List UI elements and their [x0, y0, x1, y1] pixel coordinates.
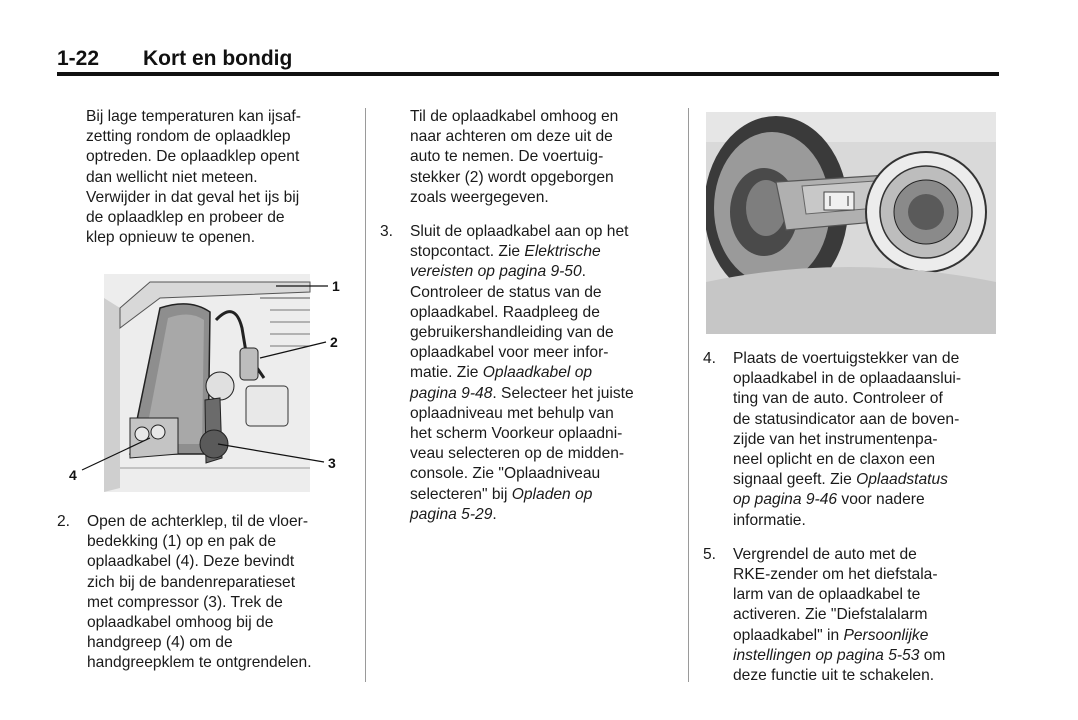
text-line: oplaadkabel (4). Deze bevindt — [87, 553, 295, 571]
text-line: selecteren" bij Opladen op — [410, 485, 593, 503]
text-line: handgreep (4) om de — [87, 634, 233, 652]
text-line: larm van de oplaadkabel te — [733, 586, 921, 604]
text-line: informatie. — [733, 511, 806, 529]
text-line: veau selecteren op de midden- — [410, 445, 625, 463]
page-title: Kort en bondig — [143, 47, 293, 70]
text-line: met compressor (3). Trek de — [87, 593, 283, 611]
column-divider — [688, 108, 689, 682]
text-line: zetting rondom de oplaadklep — [86, 128, 291, 146]
text-line: Verwijder in dat geval het ijs bij — [86, 188, 300, 206]
text-line: stekker (2) wordt opgeborgen — [410, 168, 614, 186]
text-line: zijde van het instrumentenpa- — [733, 430, 938, 448]
text-line: dan wellicht niet meteen. — [86, 168, 258, 186]
text-line: optreden. De oplaadklep opent — [86, 148, 300, 166]
text-line: Controleer de status van de — [410, 283, 602, 301]
text-line: zoals weergegeven. — [410, 188, 549, 206]
text-line: deze functie uit te schakelen. — [733, 667, 935, 685]
text-line: auto te nemen. De voertuig- — [410, 148, 604, 166]
col3-text — [703, 349, 1003, 686]
text-line: het scherm Voorkeur oplaadni- — [410, 425, 623, 443]
text-line: klep opnieuw te openen. — [86, 229, 256, 247]
list-item — [57, 512, 357, 674]
list-number: 5. — [703, 545, 717, 563]
text-line: oplaadkabel" in Persoonlijke — [733, 626, 929, 644]
text-line: handgreepklem te ontgrendelen. — [87, 654, 312, 672]
text-line: stopcontact. Zie Elektrische — [410, 243, 601, 261]
list-number: 2. — [57, 513, 71, 530]
text-line: neel oplicht en de claxon een — [733, 451, 936, 469]
text-line: ting van de auto. Controleer of — [733, 390, 943, 408]
text-line: instellingen op pagina 5-53 om — [733, 646, 946, 664]
text-line: Vergrendel de auto met de — [733, 545, 917, 563]
text-line: oplaadkabel in de oplaadaanslui- — [733, 370, 962, 388]
text-line: zich bij de bandenreparatieset — [87, 573, 296, 591]
text-line: bedekking (1) op en pak de — [87, 533, 276, 551]
text-line: Open de achterklep, til de vloer- — [87, 513, 309, 530]
page-header — [57, 47, 999, 71]
list-number: 4. — [703, 350, 717, 367]
trunk-cable-illustration — [60, 268, 360, 500]
callout-1: 1 — [332, 278, 340, 294]
text-line: activeren. Zie "Diefstalalarm — [733, 606, 928, 624]
text-line: pagina 5-29. — [410, 505, 497, 523]
text-line: Sluit de oplaadkabel aan op het — [410, 223, 629, 241]
text-line: Plaats de voertuigstekker van de — [733, 350, 960, 367]
callout-3: 3 — [328, 455, 336, 471]
text-line: naar achteren om deze uit de — [410, 128, 613, 146]
text-line: Bij lage temperaturen kan ijsaf- — [86, 108, 301, 125]
list-number: 3. — [380, 223, 394, 241]
text-line: pagina 9-48. Selecteer het juiste — [410, 384, 634, 402]
text-line: oplaadkabel omhoog bij de — [87, 614, 274, 632]
col1-step2 — [57, 512, 357, 674]
callout-2: 2 — [330, 334, 338, 350]
text-line: oplaadniveau met behulp van — [410, 404, 614, 422]
text-line: console. Zie "Oplaadniveau — [410, 465, 601, 483]
page-number: 1-22 — [57, 47, 100, 70]
text-line: de statusindicator aan de boven- — [733, 410, 960, 428]
charge-port-photo — [706, 112, 996, 334]
list-item — [703, 545, 1003, 686]
col1-intro — [86, 107, 354, 248]
text-line: matie. Zie Oplaadkabel op — [410, 364, 593, 382]
callout-4: 4 — [69, 467, 77, 483]
text-line: oplaadkabel. Raadpleeg de — [410, 303, 600, 321]
column-divider — [365, 108, 366, 682]
text-line: gebruikershandleiding van de — [410, 324, 614, 342]
text-line: signaal geeft. Zie Oplaadstatus — [733, 471, 948, 489]
list-item — [703, 349, 1003, 531]
text-line: vereisten op pagina 9-50. — [410, 263, 586, 281]
col2-text — [380, 107, 680, 525]
col2-intro — [380, 107, 680, 208]
header-rule — [57, 72, 999, 76]
text-line: RKE-zender om het diefstala- — [733, 566, 938, 584]
text-line: op pagina 9-46 voor nadere — [733, 491, 925, 509]
text-line: Til de oplaadkabel omhoog en — [410, 108, 619, 125]
list-item — [380, 222, 680, 525]
text-line: oplaadkabel voor meer infor- — [410, 344, 609, 362]
text-line: de oplaadklep en probeer de — [86, 209, 285, 227]
